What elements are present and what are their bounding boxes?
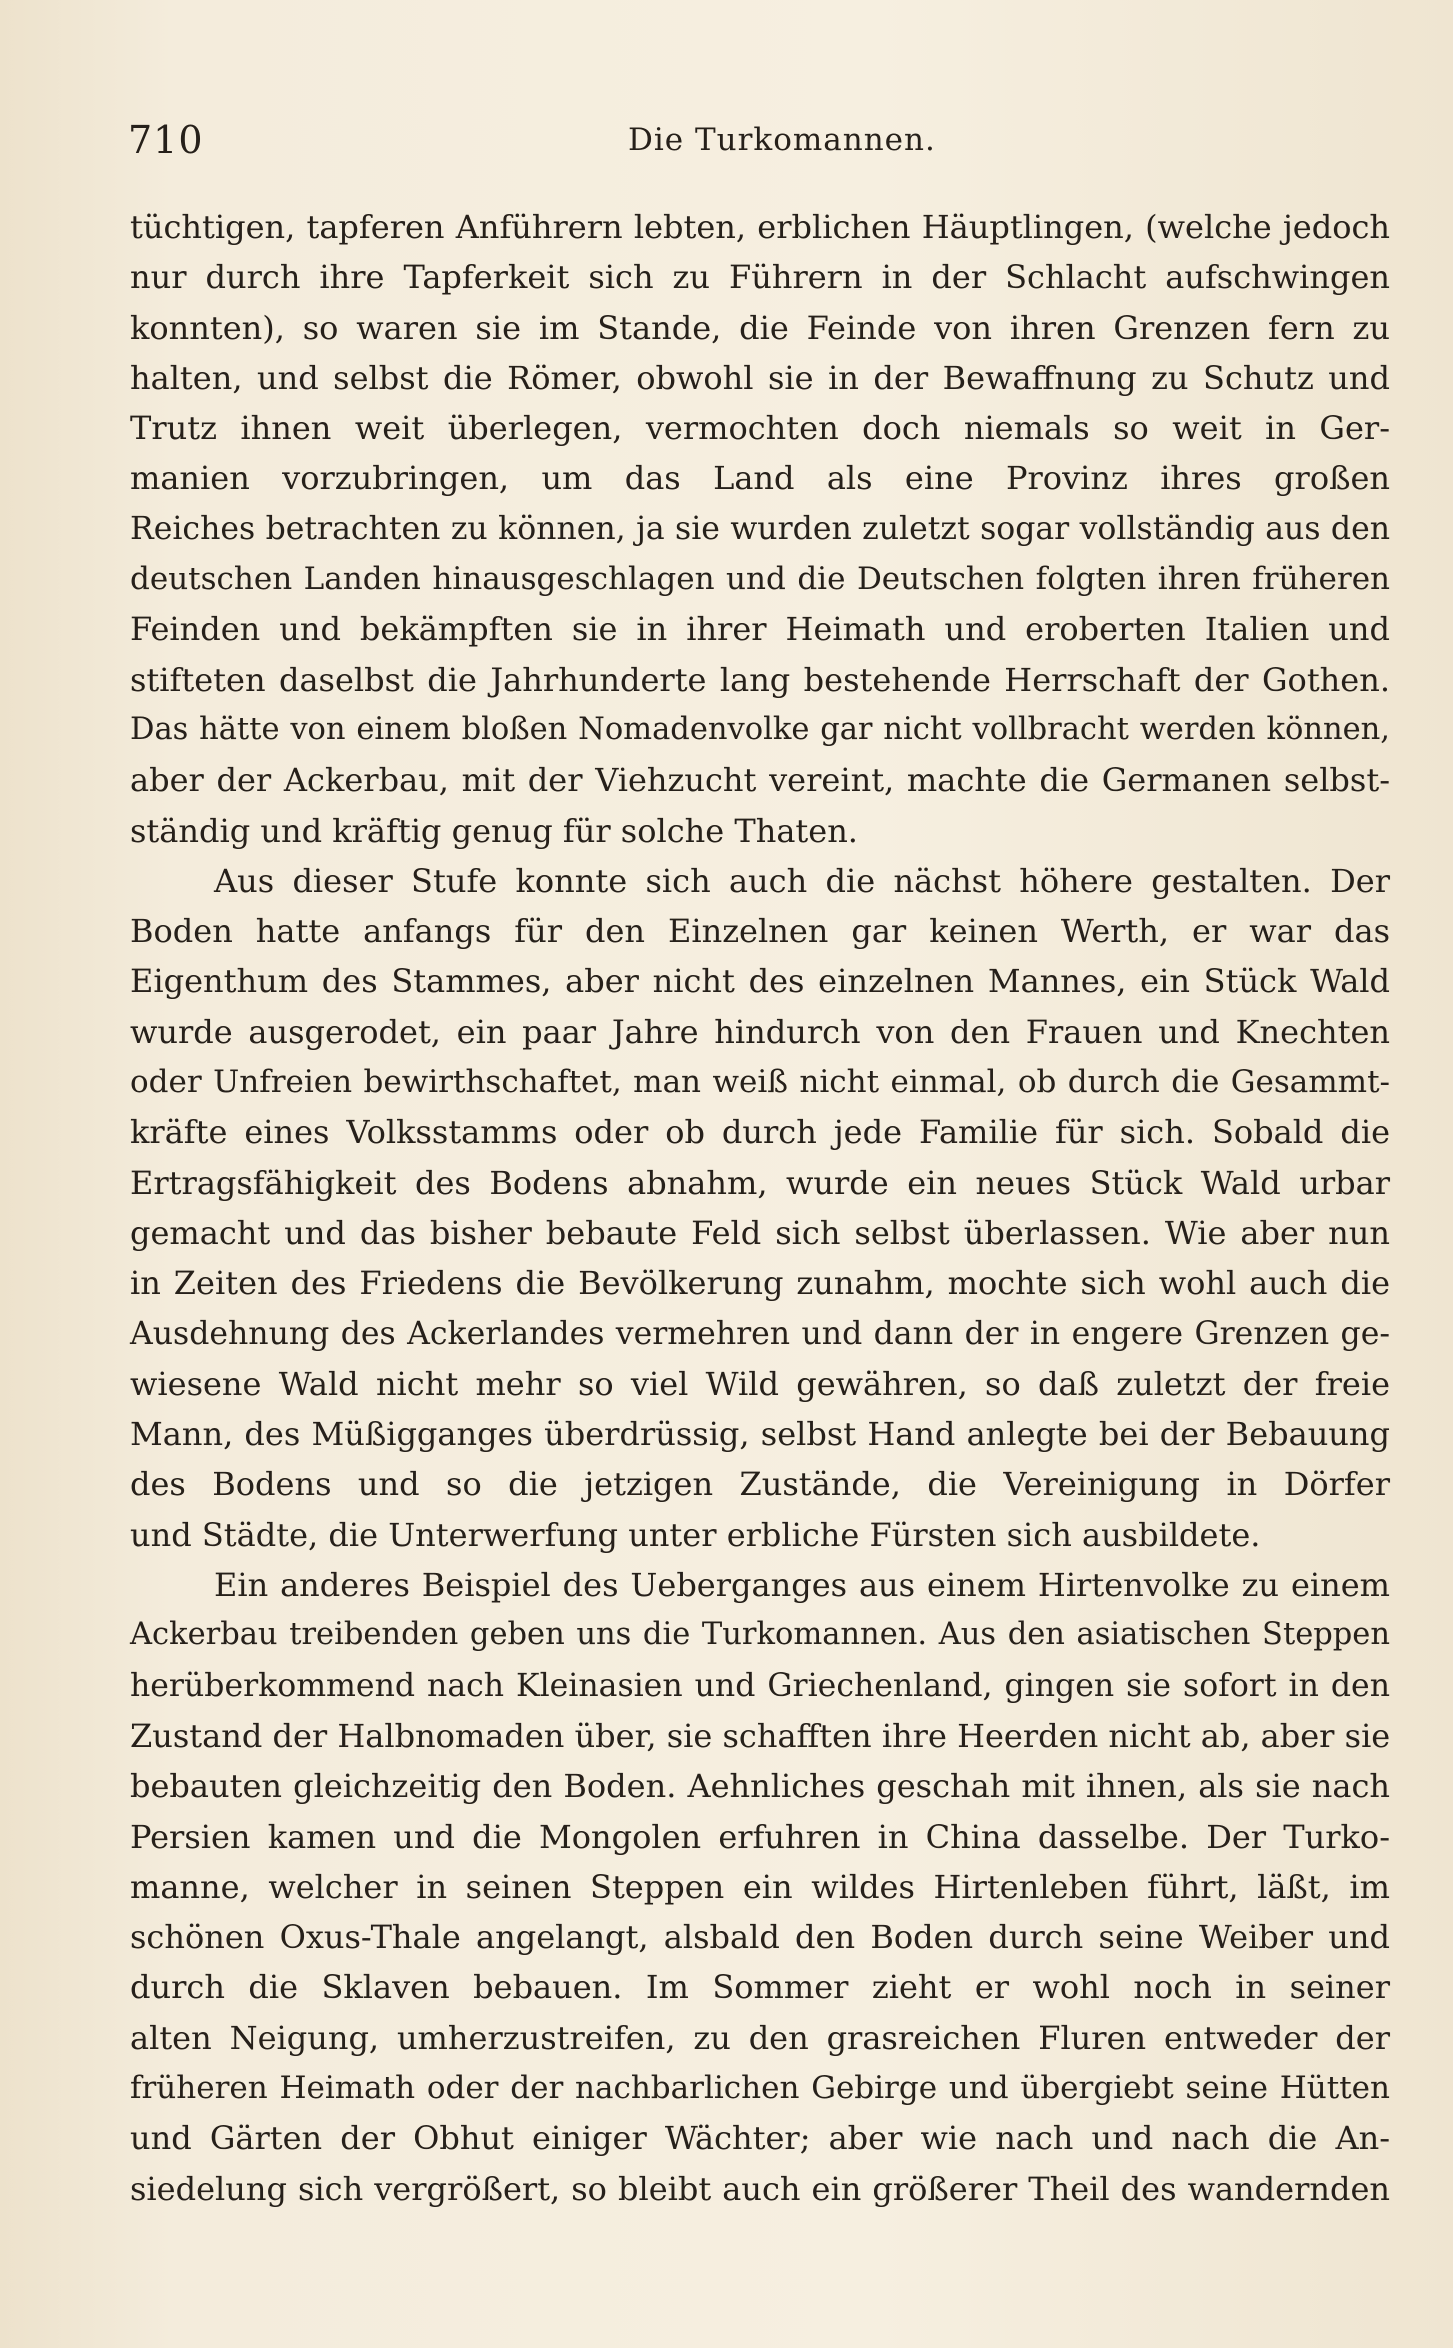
text-line: Persien kamen und die Mongolen erfuhren in China dasselbe. Der Turko- — [130, 1817, 1390, 1856]
text-line: deutschen Landen hinausgeschlagen und die Deutschen folgten ihren früheren — [130, 561, 1390, 598]
text-line: und Gärten der Obhut einiger Wächter; aber wie nach und nach die An- — [130, 2119, 1390, 2158]
text-line: durch die Sklaven bebauen. Im Sommer zieht er wohl noch in seiner — [130, 1968, 1390, 2007]
paragraph-2 — [130, 856, 1390, 1560]
text-line: wiesene Wald nicht mehr so viel Wild gewähren, so daß zuletzt der freie — [130, 1364, 1390, 1403]
text-line: Das hätte von einem bloßen Nomadenvolke gar nicht vollbracht werden können, — [130, 711, 1390, 747]
text-line: Mann, des Müßigganges überdrüssig, selbst Hand anlegte bei der Bebauung — [130, 1415, 1390, 1454]
text-line: früheren Heimath oder der nachbarlichen Gebirge und übergiebt seine Hütten — [130, 2069, 1390, 2106]
text-line: Reiches betrachten zu können, ja sie wurden zuletzt sogar vollständig aus den — [130, 510, 1390, 547]
text-line: aber der Ackerbau, mit der Viehzucht vereint, machte die Germanen selbst- — [130, 761, 1390, 800]
text-line: kräfte eines Volksstamms oder ob durch jede Familie für sich. Sobald die — [130, 1113, 1390, 1152]
text-line: Ackerbau treibenden geben uns die Turkomannen. Aus den asiatischen Steppen — [130, 1617, 1390, 1653]
text-line: bebauten gleichzeitig den Boden. Aehnliches geschah mit ihnen, als sie nach — [130, 1767, 1390, 1806]
text-line: des Bodens und so die jetzigen Zustände, die Vereinigung in Dörfer — [130, 1465, 1390, 1504]
text-line: oder Unfreien bewirthschaftet, man weiß nicht einmal, ob durch die Gesammt- — [130, 1064, 1390, 1101]
text-line: Ertragsfähigkeit des Bodens abnahm, wurde ein neues Stück Wald urbar — [130, 1163, 1390, 1202]
text-line: manien vorzubringen, um das Land als eine Provinz ihres großen — [130, 459, 1390, 498]
text-line: halten, und selbst die Römer, obwohl sie in der Bewaffnung zu Schutz und — [130, 358, 1390, 397]
running-head: Die Turkomannen. — [628, 122, 936, 158]
text-line: tüchtigen, tapferen Anführern lebten, erblichen Häuptlingen, (welche jedoch — [130, 208, 1390, 246]
text-line: und Städte, die Unterwerfung unter erbliche Fürsten sich ausbildete. — [130, 1515, 1261, 1554]
text-line: wurde ausgerodet, ein paar Jahre hindurch von den Frauen und Knechten — [130, 1012, 1390, 1051]
text-line: schönen Oxus-Thale angelangt, alsbald den Boden durch seine Weiber und — [130, 1918, 1390, 1957]
text-line: gemacht und das bisher bebaute Feld sich selbst überlassen. Wie aber nun — [130, 1213, 1390, 1252]
text-line: Feinden und bekämpften sie in ihrer Heimath und eroberten Italien und — [130, 610, 1390, 649]
text-line: manne, welcher in seinen Steppen ein wildes Hirtenleben führt, läßt, im — [130, 1867, 1390, 1906]
text-line: ständig und kräftig genug für solche Thaten. — [130, 811, 858, 850]
text-line: Aus dieser Stufe konnte sich auch die nächst höhere gestalten. Der — [214, 861, 1390, 900]
text-line: siedelung sich vergrößert, so bleibt auch ein größerer Theil des wandernden — [130, 2169, 1390, 2208]
body-text — [130, 202, 1390, 2214]
page-number: 710 — [128, 118, 204, 162]
paragraph-1 — [130, 202, 1390, 856]
text-line: Trutz ihnen weit überlegen, vermochten doch niemals so weit in Ger- — [130, 409, 1390, 448]
text-line: Eigenthum des Stammes, aber nicht des einzelnen Mannes, ein Stück Wald — [130, 962, 1390, 1001]
text-line: konnten), so waren sie im Stande, die Feinde von ihren Grenzen fern zu — [130, 308, 1390, 347]
paragraph-3 — [130, 1560, 1390, 2214]
page-header — [128, 118, 1393, 178]
text-line: Boden hatte anfangs für den Einzelnen gar keinen Werth, er war das — [130, 912, 1390, 951]
text-line: Ausdehnung des Ackerlandes vermehren und dann der in engere Grenzen ge- — [130, 1315, 1390, 1352]
text-line: herüberkommend nach Kleinasien und Griechenland, gingen sie sofort in den — [130, 1667, 1390, 1704]
text-line: nur durch ihre Tapferkeit sich zu Führern in der Schlacht aufschwingen — [130, 258, 1390, 297]
text-line: alten Neigung, umherzustreifen, zu den grasreichen Fluren entweder der — [130, 2018, 1390, 2057]
text-line: Zustand der Halbnomaden über, sie schafften ihre Heerden nicht ab, aber sie — [130, 1716, 1391, 1755]
text-line: in Zeiten des Friedens die Bevölkerung zunahm, mochte sich wohl auch die — [130, 1264, 1390, 1303]
text-line: Ein anderes Beispiel des Ueberganges aus einem Hirtenvolke zu einem — [214, 1566, 1390, 1605]
text-line: stifteten daselbst die Jahrhunderte lang bestehende Herrschaft der Gothen. — [130, 660, 1390, 699]
